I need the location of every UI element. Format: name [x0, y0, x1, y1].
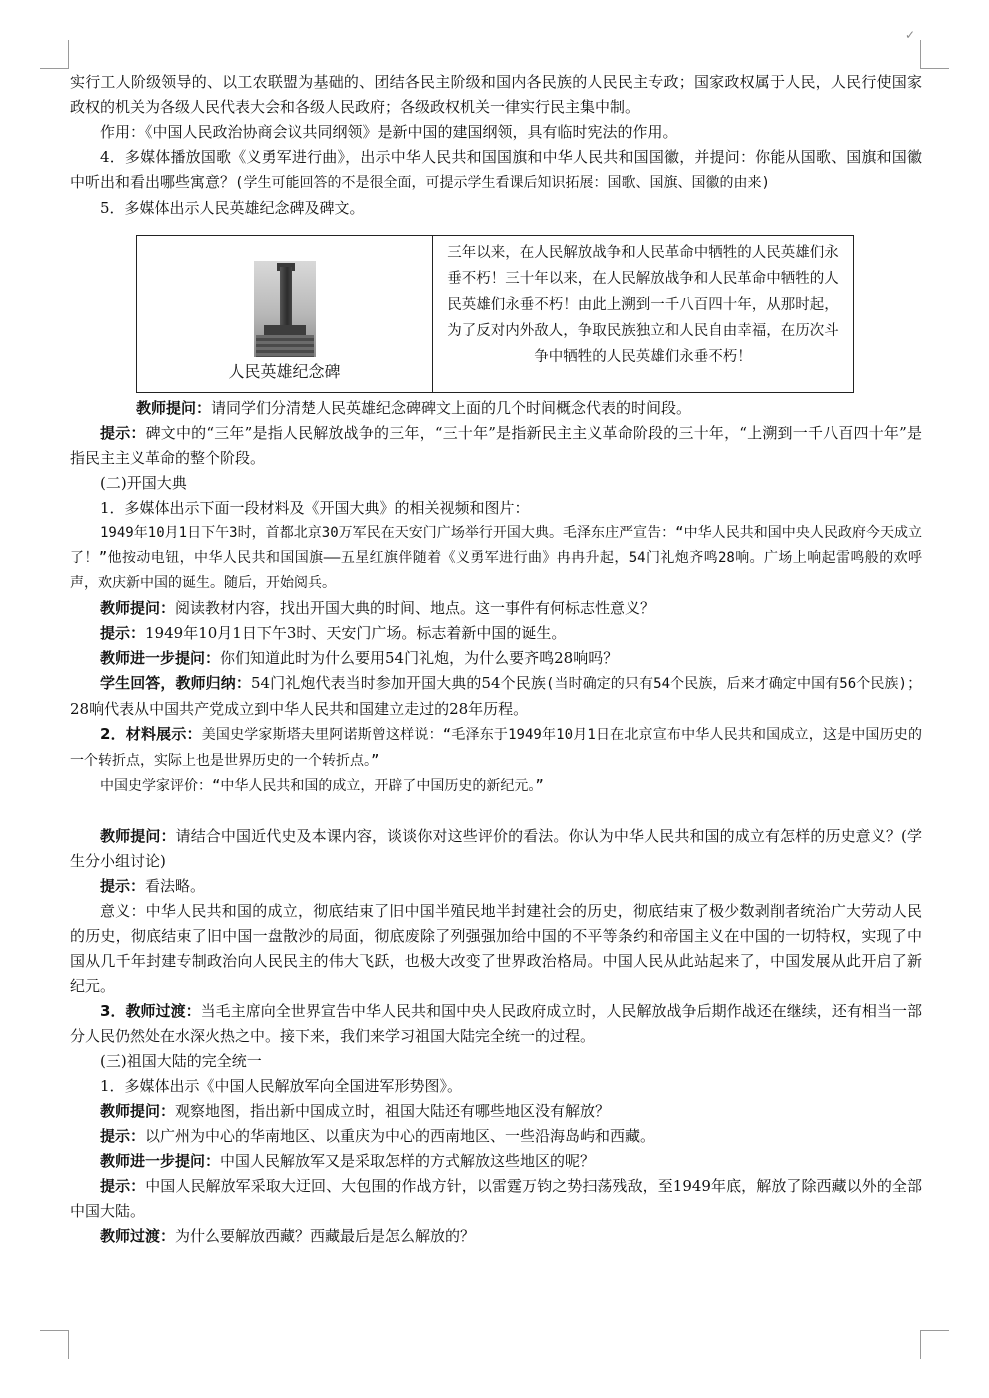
label: 2．材料展示：: [100, 725, 202, 743]
label: 教师提问：: [100, 827, 176, 845]
paragraph: 1．多媒体出示下面一段材料及《开国大典》的相关视频和图片：: [100, 499, 530, 517]
label: 教师提问：: [100, 1102, 176, 1120]
label: 提示：: [100, 1127, 146, 1145]
label: 教师过渡：: [100, 1227, 176, 1245]
paragraph: [70, 671, 922, 722]
paragraph: 5．多媒体出示人民英雄纪念碑及碑文。: [100, 199, 365, 217]
question-text: 4．多媒体播放国歌《义勇军进行曲》，出示中华人民共和国国旗和中华人民共和国国徽，并提问：你能从国歌、国旗和国徽中听出和看出哪些寓意？: [70, 148, 922, 191]
text: 阅读教材内容，找出开国大典的时间、地点。这一事件有何标志性意义？: [175, 599, 656, 617]
paragraph: 实行工人阶级领导的、以工农联盟为基础的、团结各民主阶级和国内各民族的人民民主专政；国家政权属于人民，人民行使国家政权的机关为各级人民代表大会和各级人民政府；各级政权机关一律实行民主集中制。: [70, 73, 922, 116]
label: 教师提问：: [136, 399, 212, 417]
paragraph: 中国史学家评价：“中华人民共和国的成立，开辟了中国历史的新纪元。”: [100, 778, 544, 794]
label: 提示：: [100, 624, 146, 642]
paragraph: [70, 874, 922, 899]
label: 提示：: [100, 1177, 146, 1195]
paragraph: [70, 621, 922, 646]
monument-inscription: 三年以来，在人民解放战争和人民革命中牺牲的人民英雄们永垂不朽！三十年以来，在人民解放战争和人民革命中牺牲的人民英雄们永垂不朽！由此上溯到一千八百四十年，从那时起，为了反对内外敌人，争取民族独立和人民自由幸福，在历次斗争中牺牲的人民英雄们永垂不朽！: [447, 245, 839, 365]
paragraph: 1．多媒体出示《中国人民解放军向全国进军形势图》。: [100, 1077, 463, 1095]
text: 为什么要解放西藏？西藏最后是怎么解放的？: [175, 1227, 476, 1245]
label: 教师提问：: [100, 599, 176, 617]
note: (当时确定的只有54个民族，后来才确定中国有56个民族): [545, 676, 907, 692]
section-heading: (二)开国大典: [100, 474, 187, 492]
paragraph: [70, 824, 922, 874]
label: 提示：: [100, 424, 146, 442]
monument-table: [136, 235, 854, 393]
paragraph: [70, 1099, 922, 1124]
paragraph: 意义：中华人民共和国的成立，彻底结束了旧中国半殖民地半封建社会的历史，彻底结束了极少数剥削者统治广大劳动人民的历史，彻底结束了旧中国一盘散沙的局面，彻底废除了列强强加给中国的不平等条约和帝国主义在中国的一切特权，实现了中国从几千年封建专制政治向人民民主的伟大飞跃，也极大改变了世界政治格局。中国人民从此站起来了，中国发展从此开启了新纪元。: [70, 902, 922, 995]
paragraph: [70, 1174, 922, 1224]
text: 中国人民解放军又是采取怎样的方式解放这些地区的呢？: [220, 1152, 596, 1170]
monument-caption: 人民英雄纪念碑: [228, 362, 341, 381]
crop-mark-top-left: [40, 40, 69, 69]
text: 观察地图，指出新中国成立时，祖国大陆还有哪些地区没有解放？: [175, 1102, 611, 1120]
check-mark-icon: ✓: [905, 28, 916, 42]
crop-mark-bottom-left: [40, 1330, 69, 1359]
text: 请同学们分清楚人民英雄纪念碑碑文上面的几个时间概念代表的时间段。: [211, 399, 692, 417]
monument-photo: [254, 261, 316, 357]
crop-mark-top-right: [920, 40, 949, 69]
paragraph: [70, 421, 922, 471]
label: 教师进一步提问：: [100, 649, 221, 667]
material-paragraph: 1949年10月1日下午3时，首都北京30万军民在天安门广场举行开国大典。毛泽东庄严宣告：“中华人民共和国中央人民政府今天成立了！”他按动电钮，中华人民共和国国旗——五星红旗伴随着《义勇军进行曲》冉冉升起，54门礼炮齐鸣28响。广场上响起雷鸣般的欢呼声，欢庆新中国的诞生。随后，开始阅兵。: [70, 525, 922, 591]
paragraph: [70, 145, 922, 196]
crop-mark-bottom-right: [920, 1330, 949, 1359]
label: 教师归纳：: [175, 674, 251, 692]
paragraph: [70, 722, 922, 774]
text: 看法略。: [145, 877, 206, 895]
text: 美国史学家斯塔夫里阿诺斯曾这样说：“毛泽东于1949年10月1日在北京宣布中华人民共和国成立，这是中国历史的一个转折点，实际上也是世界历史的一个转折点。”: [70, 727, 922, 769]
paragraph: [70, 1124, 922, 1149]
label: 提示：: [100, 877, 146, 895]
text: 中国人民解放军采取大迂回、大包围的作战方针，以雷霆万钧之势扫荡残敌，至1949年底，解放了除西藏以外的全部中国大陆。: [70, 1177, 922, 1220]
document-body: [70, 70, 922, 1249]
section-heading: (三)祖国大陆的完全统一: [100, 1052, 262, 1070]
text: 54门礼炮代表当时参加开国大典的54个民族: [250, 674, 546, 692]
text: 1949年10月1日下午3时、天安门广场。标志着新中国的诞生。: [145, 624, 567, 642]
paragraph: [70, 999, 922, 1049]
paragraph: [70, 1149, 922, 1174]
text: 碑文中的“三年”是指人民解放战争的三年，“三十年”是指新民主主义革命阶段的三十年，“上溯到一千八百四十年”是指民主主义革命的整个阶段。: [70, 424, 922, 467]
paragraph: [70, 396, 922, 421]
teacher-note: (学生可能回答的不是很全面，可提示学生看课后知识拓展：国歌、国旗、国徽的由来): [235, 175, 770, 191]
text: 当毛主席向全世界宣告中华人民共和国中央人民政府成立时，人民解放战争后期作战还在继续，还有相当一部分人民仍然处在水深火热之中。接下来，我们来学习祖国大陆完全统一的过程。: [70, 1002, 922, 1045]
text: 以广州为中心的华南地区、以重庆为中心的西南地区、一些沿海岛屿和西藏。: [145, 1127, 656, 1145]
text: 请结合中国近代史及本课内容，谈谈你对这些评价的看法。你认为中华人民共和国的成立有怎样的历史意义？(学生分小组讨论): [70, 827, 922, 870]
label: 教师进一步提问：: [100, 1152, 221, 1170]
label: 3．教师过渡：: [100, 1002, 201, 1020]
text: 你们知道此时为什么要用54门礼炮，为什么要齐鸣28响吗？: [220, 649, 619, 667]
label: 学生回答，: [100, 674, 176, 692]
monument-image-cell: [137, 236, 433, 392]
paragraph: 作用：《中国人民政治协商会议共同纲领》是新中国的建国纲领，具有临时宪法的作用。: [100, 123, 678, 141]
paragraph: [70, 1224, 922, 1249]
paragraph: [70, 596, 922, 621]
paragraph: [70, 646, 922, 671]
text: ；28响代表从中国共产党成立到中华人民共和国建立走过的28年历程。: [70, 674, 922, 718]
